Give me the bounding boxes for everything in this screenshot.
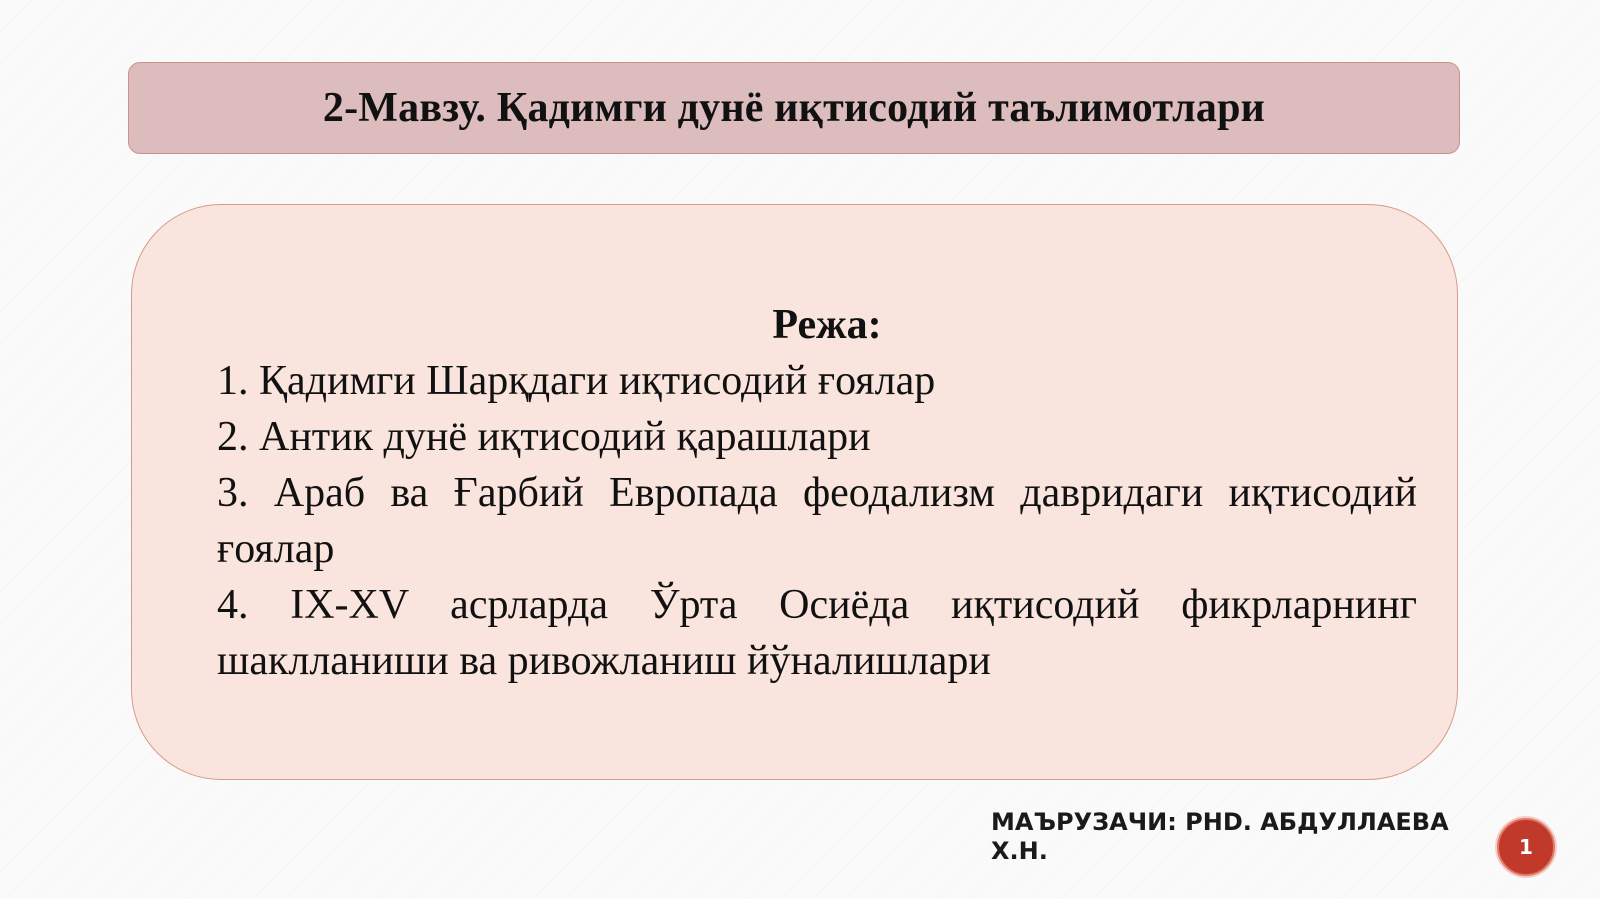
- plan-content: [217, 297, 1417, 689]
- title-bar: [128, 62, 1460, 154]
- slide-title: 2-Мавзу. Қадимги дунё иқтисодий таълимотлари: [322, 85, 1266, 131]
- page-number-badge: [1497, 818, 1555, 876]
- plan-item-3: 3. Араб ва Ғарбий Европада феодализм давридаги иқтисодий ғоялар: [217, 470, 1417, 572]
- author-credit: МАЪРУЗАЧИ: PHD. АБДУЛЛАЕВА Х.Н.: [991, 808, 1449, 865]
- page-number: 1: [1519, 835, 1533, 859]
- plan-list: [217, 353, 1417, 689]
- plan-item-1: 1. Қадимги Шарқдаги иқтисодий ғоялар: [217, 358, 936, 404]
- plan-box: [131, 204, 1458, 780]
- plan-heading: Режа:: [772, 302, 882, 348]
- plan-item-2: 2. Антик дунё иқтисодий қарашлари: [217, 414, 871, 460]
- plan-item-4: 4. IX-XV асрларда Ўрта Осиёда иқтисодий фикрларнинг шаклланиши ва ривожланиш йўналишлари: [217, 582, 1417, 684]
